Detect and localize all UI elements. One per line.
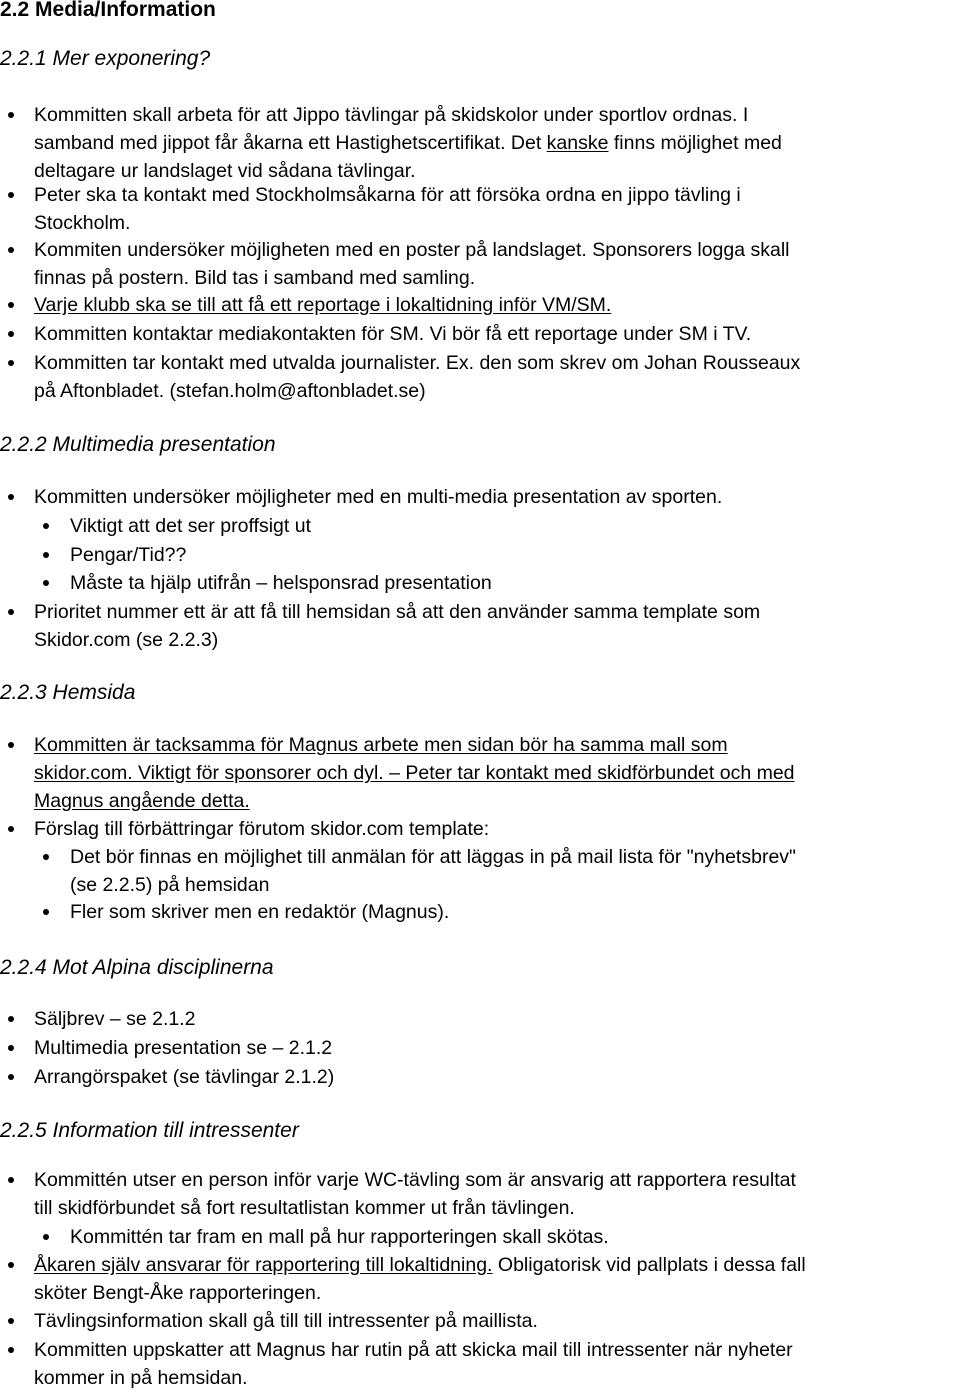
bullet-icon <box>43 1234 49 1240</box>
bullet-icon <box>8 742 14 748</box>
list-item: Kommittén utser en person inför varje WC-tävling som är ansvarig att rapportera resultat till skidförbundet så fort resultatlistan kommer ut från tävlingen. <box>34 1166 960 1222</box>
list-item: Kommitten är tacksamma för Magnus arbete men sidan bör ha samma mall som skidor.com. Viktigt för sponsorer och dyl. – Peter tar kontakt med skidförbundet och med Magnus angående detta. <box>34 731 960 815</box>
bullet-icon <box>8 1318 14 1324</box>
list-item: Arrangörspaket (se tävlingar 2.1.2) <box>34 1063 960 1091</box>
bullet-icon <box>8 609 14 615</box>
list-item: Varje klubb ska se till att få ett reportage i lokaltidning inför VM/SM. <box>34 291 960 319</box>
list-item: Förslag till förbättringar förutom skidor.com template: <box>34 815 960 843</box>
list-item: Kommitten undersöker möjligheter med en multi-media presentation av sporten. <box>34 483 960 511</box>
bullet-icon <box>43 909 49 915</box>
sub-list-item: Viktigt att det ser proffsigt ut <box>70 512 960 540</box>
bullet-icon <box>8 1045 14 1051</box>
list-item: Kommitten skall arbeta för att Jippo tävlingar på skidskolor under sportlov ordnas. I samband med jippot får åkarna ett Hastighetscertifikat. Det kanske finns möjlighet med deltagare ur landslaget vid sådana tävlingar. <box>34 101 960 185</box>
bullet-icon <box>8 247 14 253</box>
list-item: Säljbrev – se 2.1.2 <box>34 1005 960 1033</box>
bullet-icon <box>8 302 14 308</box>
list-item: Kommitten tar kontakt med utvalda journalister. Ex. den som skrev om Johan Rousseaux på Aftonbladet. (stefan.holm@aftonbladet.se) <box>34 349 960 405</box>
list-item: Kommiten undersöker möjligheten med en poster på landslaget. Sponsorers logga skall finnas på postern. Bild tas i samband med samling. <box>34 236 960 292</box>
section-heading: 2.2 Media/Information <box>0 0 216 21</box>
bullet-icon <box>8 331 14 337</box>
sub-list-item: Fler som skriver men en redaktör (Magnus). <box>70 898 960 926</box>
sub-list-item: Pengar/Tid?? <box>70 541 960 569</box>
list-item: Prioritet nummer ett är att få till hemsidan så att den använder samma template som Skidor.com (se 2.2.3) <box>34 598 960 654</box>
bullet-icon <box>8 826 14 832</box>
subsection-heading-2-2-5: 2.2.5 Information till intressenter <box>0 1119 299 1142</box>
sub-list-item: Kommittén tar fram en mall på hur rapporteringen skall skötas. <box>70 1223 960 1251</box>
bullet-icon <box>8 192 14 198</box>
bullet-icon <box>8 494 14 500</box>
bullet-icon <box>8 1016 14 1022</box>
subsection-heading-2-2-1: 2.2.1 Mer exponering? <box>0 47 211 70</box>
subsection-heading-2-2-2: 2.2.2 Multimedia presentation <box>0 433 276 456</box>
subsection-heading-2-2-4: 2.2.4 Mot Alpina disciplinerna <box>0 956 274 979</box>
list-item: Peter ska ta kontakt med Stockholmsåkarna för att försöka ordna en jippo tävling i Stockholm. <box>34 181 960 237</box>
list-item: Kommitten kontaktar mediakontakten för SM. Vi bör få ett reportage under SM i TV. <box>34 320 960 348</box>
list-item: Tävlingsinformation skall gå till till intressenter på maillista. <box>34 1307 960 1335</box>
bullet-icon <box>8 112 14 118</box>
bullet-icon <box>8 1262 14 1268</box>
bullet-icon <box>8 1347 14 1353</box>
bullet-icon <box>8 1074 14 1080</box>
list-item: Kommitten uppskatter att Magnus har rutin på att skicka mail till intressenter när nyheter kommer in på hemsidan. <box>34 1336 960 1392</box>
bullet-icon <box>43 523 49 529</box>
bullet-icon <box>43 552 49 558</box>
sub-list-item: Måste ta hjälp utifrån – helsponsrad presentation <box>70 569 960 597</box>
bullet-icon <box>8 360 14 366</box>
subsection-heading-2-2-3: 2.2.3 Hemsida <box>0 681 136 704</box>
sub-list-item: Det bör finnas en möjlighet till anmälan för att läggas in på mail lista för "nyhetsbrev" (se 2.2.5) på hemsidan <box>70 843 960 899</box>
bullet-icon <box>8 1177 14 1183</box>
list-item: Åkaren själv ansvarar för rapportering till lokaltidning. Obligatorisk vid pallplats i dessa fall sköter Bengt-Åke rapporteringen. <box>34 1251 960 1307</box>
list-item: Multimedia presentation se – 2.1.2 <box>34 1034 960 1062</box>
bullet-icon <box>43 854 49 860</box>
bullet-icon <box>43 580 49 586</box>
